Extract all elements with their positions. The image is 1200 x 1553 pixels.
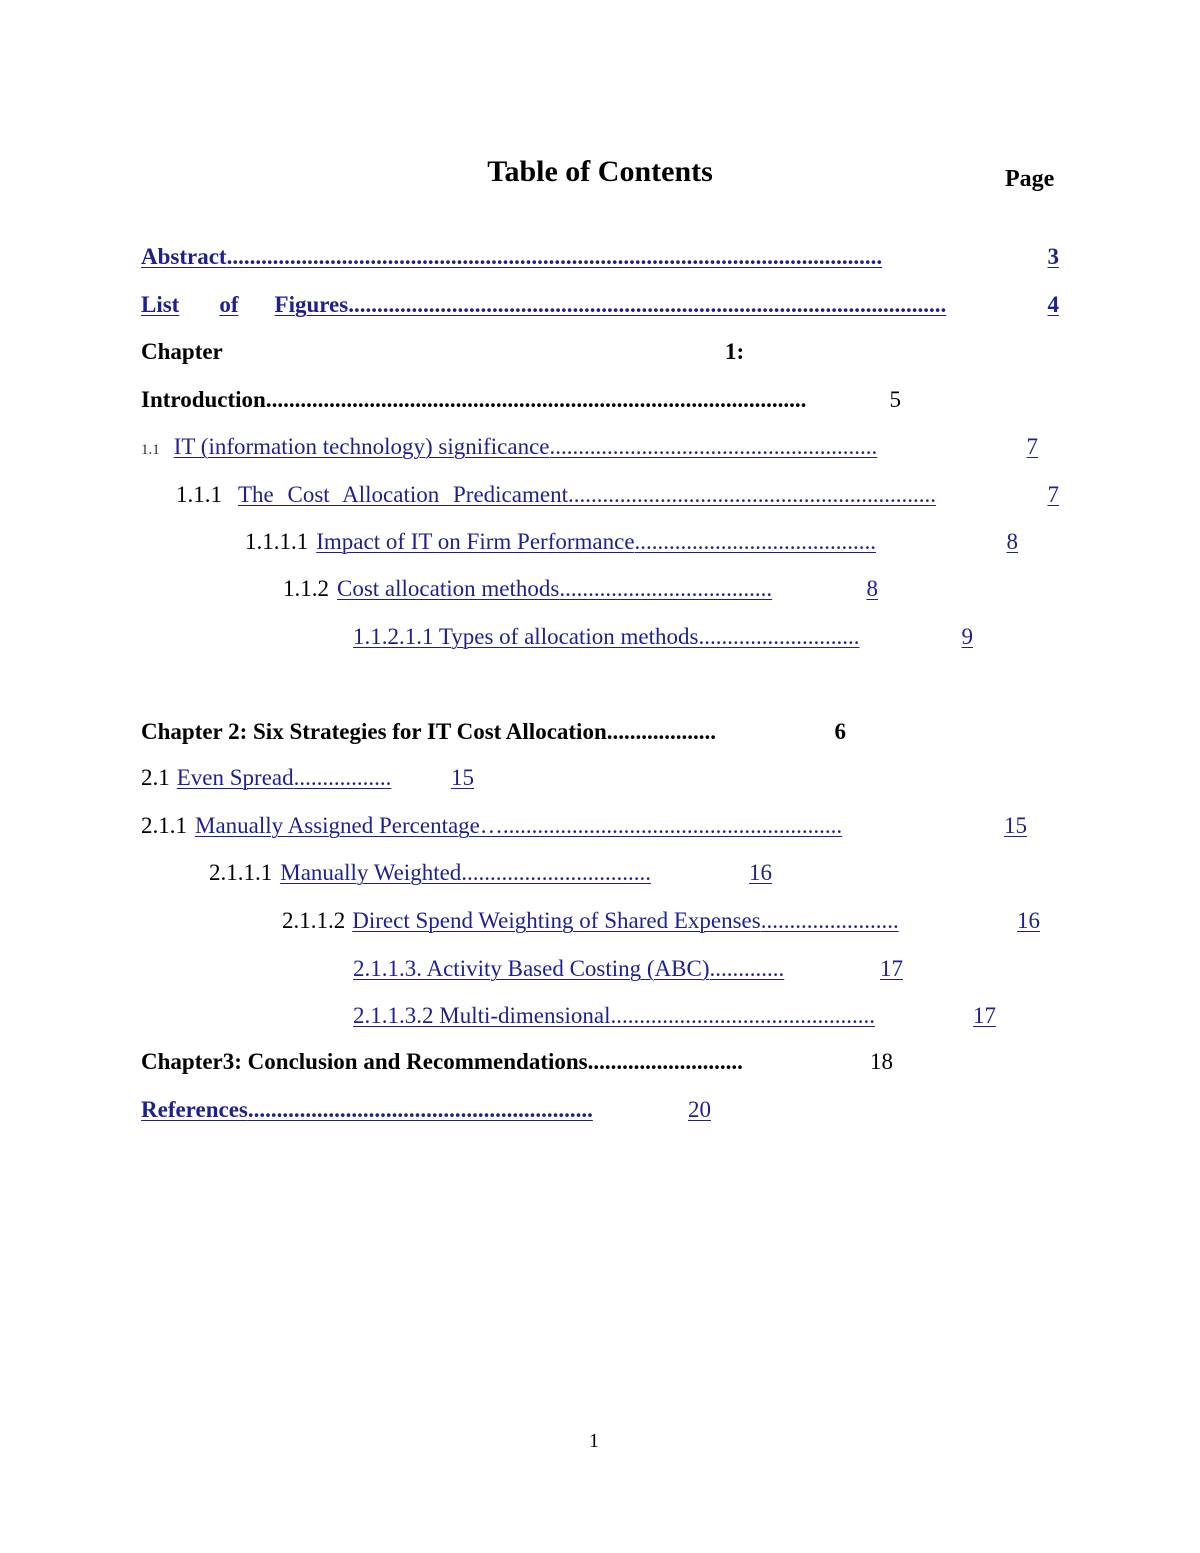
toc-page-number: 15 — [451, 765, 474, 790]
toc-dot-leader: .............................................................................................. — [265, 387, 807, 412]
toc-section-number: 1.1.1.1 — [245, 529, 309, 554]
toc-entry-text: Introduction — [141, 387, 266, 412]
toc-page-number: 20 — [688, 1097, 711, 1122]
toc-entry-text: Manually Weighted — [280, 860, 462, 885]
toc-entry-2-1-1-2[interactable] — [282, 906, 1040, 936]
toc-entry-1-1-1[interactable] — [176, 480, 1059, 510]
toc-entry-1-1[interactable] — [141, 432, 1038, 465]
toc-entry-text: 1.1.2.1.1 Types of allocation methods — [353, 624, 699, 649]
toc-dot-leader: ............................................................ — [247, 1097, 593, 1122]
toc-section-number: 1.1 — [141, 442, 160, 458]
toc-page-number: 4 — [1047, 292, 1059, 317]
toc-entry-word: Figures — [274, 292, 349, 317]
toc-dot-leader: ..................................... — [559, 576, 773, 601]
toc-entry-abstract[interactable] — [141, 242, 1059, 272]
toc-dot-leader: ................................. — [461, 860, 652, 885]
toc-page-number: 5 — [889, 387, 901, 412]
toc-entry-text: Abstract — [141, 244, 227, 269]
toc-entry-2-1-1-3[interactable] — [353, 954, 903, 984]
toc-chapter1-number: 1: — [725, 339, 745, 364]
toc-entry-text: Cost allocation methods — [337, 576, 560, 601]
toc-section-number: 1.1.2 — [283, 576, 329, 601]
toc-dot-leader: ................. — [293, 765, 392, 790]
toc-entry-text: The Cost Allocation Predicament — [238, 482, 568, 507]
toc-section-number: 2.1.1.2 — [282, 908, 346, 933]
toc-dot-leader: ................... — [606, 719, 716, 744]
toc-entry-introduction[interactable] — [141, 385, 901, 415]
toc-entry-text: 2.1.1.3.2 Multi-dimensional — [353, 1003, 611, 1028]
toc-page-number: 6 — [834, 719, 846, 744]
toc-entry-references[interactable] — [141, 1095, 711, 1125]
toc-dot-leader: ............................ — [698, 624, 860, 649]
toc-dot-leader: ................................................................ — [567, 482, 936, 507]
toc-page-number: 8 — [1006, 529, 1018, 554]
toc-page-number: 17 — [880, 956, 903, 981]
toc-entry-2-1-1[interactable] — [141, 811, 1027, 841]
toc-entry-text: References — [141, 1097, 248, 1122]
page-title: Table of Contents — [487, 155, 713, 188]
toc-dot-leader: ........................... — [587, 1049, 743, 1074]
toc-entry-word: List — [141, 292, 180, 317]
toc-page-number: 17 — [973, 1003, 996, 1028]
toc-entry-text: 2.1.1.3. Activity Based Costing (ABC) — [353, 956, 710, 981]
toc-entry-word: of — [219, 292, 239, 317]
toc-entry-chapter-2[interactable] — [141, 717, 846, 747]
toc-dot-leader: .............................................. — [610, 1003, 875, 1028]
toc-page-number: 8 — [866, 576, 878, 601]
toc-entry-text: Impact of IT on Firm Performance — [316, 529, 635, 554]
toc-page-number: 16 — [749, 860, 772, 885]
toc-entry-list-of-figures[interactable] — [141, 290, 1059, 320]
toc-section-number: 2.1.1.1 — [209, 860, 273, 885]
toc-dot-leader: …........................................................... — [479, 813, 843, 838]
toc-section-number: 2.1.1 — [141, 813, 187, 838]
toc-entry-text: Even Spread — [176, 765, 294, 790]
page-column-label: Page — [1005, 166, 1055, 192]
toc-entry-text: IT (information technology) significance — [173, 434, 550, 459]
toc-entry-1-1-2[interactable] — [283, 574, 878, 604]
toc-entry-text: Direct Spend Weighting of Shared Expenses — [352, 908, 761, 933]
toc-dot-leader: .......................................... — [634, 529, 877, 554]
toc-page-number: 7 — [1047, 482, 1059, 507]
toc-page-number: 16 — [1017, 908, 1040, 933]
toc-dot-leader: ........................................................................................................ — [348, 292, 947, 317]
page-number-footer: 1 — [589, 1430, 599, 1452]
toc-page-number: 18 — [870, 1049, 893, 1074]
toc-page-number: 15 — [1004, 813, 1027, 838]
toc-section-number: 1.1.1 — [176, 482, 222, 507]
toc-entry-2-1[interactable] — [141, 763, 474, 793]
toc-entry-1-1-2-1-1[interactable] — [353, 622, 973, 652]
toc-dot-leader: ............. — [709, 956, 785, 981]
toc-entry-text: Chapter3: Conclusion and Recommendations — [141, 1049, 588, 1074]
toc-section-number: 2.1 — [141, 765, 170, 790]
toc-entry-2-1-1-3-2[interactable] — [353, 1001, 996, 1031]
toc-entry-text: Manually Assigned Percentage — [195, 813, 480, 838]
toc-page-number: 9 — [961, 624, 973, 649]
toc-entry-2-1-1-1[interactable] — [209, 858, 772, 888]
toc-entry-text: Chapter 2: Six Strategies for IT Cost Allocation — [141, 719, 607, 744]
toc-entry-1-1-1-1[interactable] — [245, 527, 1018, 557]
toc-chapter1-word: Chapter — [141, 339, 223, 364]
toc-page-number: 3 — [1047, 244, 1059, 269]
toc-dot-leader: ........................ — [760, 908, 899, 933]
toc-dot-leader: .................................................................................................................. — [226, 244, 883, 269]
toc-dot-leader: ......................................................... — [549, 434, 878, 459]
toc-page-number: 7 — [1026, 434, 1038, 459]
toc-entry-chapter-3[interactable] — [141, 1047, 893, 1077]
